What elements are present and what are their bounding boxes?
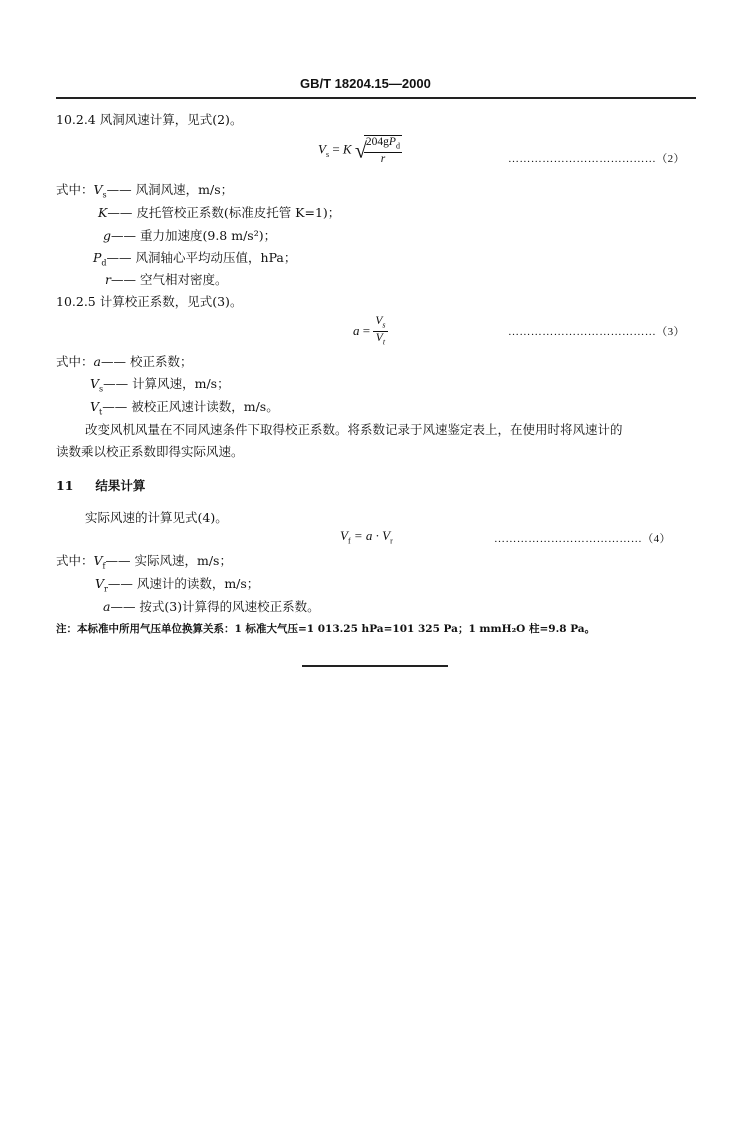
definition-item: K—— 皮托管校正系数(标准皮托管 K=1)；: [98, 205, 341, 220]
definition-item: $V_s——$ 计算风速，m/s；: [90, 376, 230, 394]
end-rule: [302, 665, 448, 667]
section-10-2-5-heading: 10.2.5 计算校正系数，见式(3)。: [56, 294, 243, 309]
paragraph-line: 读数乘以校正系数即得实际风速。: [56, 444, 244, 459]
definition-item: g—— 重力加速度(9.8 m/s²)；: [103, 228, 277, 243]
section-10-2-4-heading: 10.2.4 风洞风速计算，见式(2)。: [56, 112, 243, 127]
definition-list: 式中：a—— 校正系数；: [56, 354, 193, 369]
definition-list: 式中：$V_s——$ 风洞风速，m/s；: [56, 182, 234, 200]
equation-2: $V_s = K$ √ $\frac{204gP_d}{r}$: [318, 136, 400, 166]
leader-dots: …………………………………（2）: [508, 153, 685, 165]
standard-number: GB/T 18204.15—2000: [300, 76, 431, 91]
fraction: $\frac{204gP_d}{r}$: [365, 136, 400, 166]
definition-item: $V_r——$ 风速计的读数，m/s；: [95, 576, 260, 594]
definition-item: r—— 空气相对密度。: [105, 272, 228, 287]
header-rule: [56, 97, 696, 99]
section-11-heading: 11 结果计算: [56, 478, 146, 493]
footnote: 注：本标准中所用气压单位换算关系：1 标准大气压=1 013.25 hPa=101 325 Pa；1 mmH₂O 柱=9.8 Pa。: [56, 623, 596, 635]
definition-item: $V_t——$ 被校正风速计读数，m/s。: [90, 399, 279, 417]
equation-4: $V_f = a \cdot V_r$: [340, 528, 393, 546]
intro-text: 实际风速的计算见式(4)。: [85, 510, 228, 525]
leader-dots: …………………………………（3）: [508, 326, 685, 338]
definition-list: 式中：$V_f——$ 实际风速，m/s；: [56, 553, 232, 571]
fraction: $\frac{V_s}{V_t}$: [375, 315, 386, 347]
definition-item: a—— 按式(3)计算得的风速校正系数。: [103, 599, 320, 614]
sqrt-sign: √: [354, 137, 367, 163]
equation-3: a = $\frac{V_s}{V_t}$: [353, 315, 386, 347]
definition-item: $P_d——$ 风洞轴心平均动压值，hPa；: [93, 250, 297, 268]
leader-dots: …………………………………（4）: [494, 533, 671, 545]
paragraph-line: 改变风机风量在不同风速条件下取得校正系数。将系数记录于风速鉴定表上，在使用时将风速计的: [85, 422, 623, 437]
